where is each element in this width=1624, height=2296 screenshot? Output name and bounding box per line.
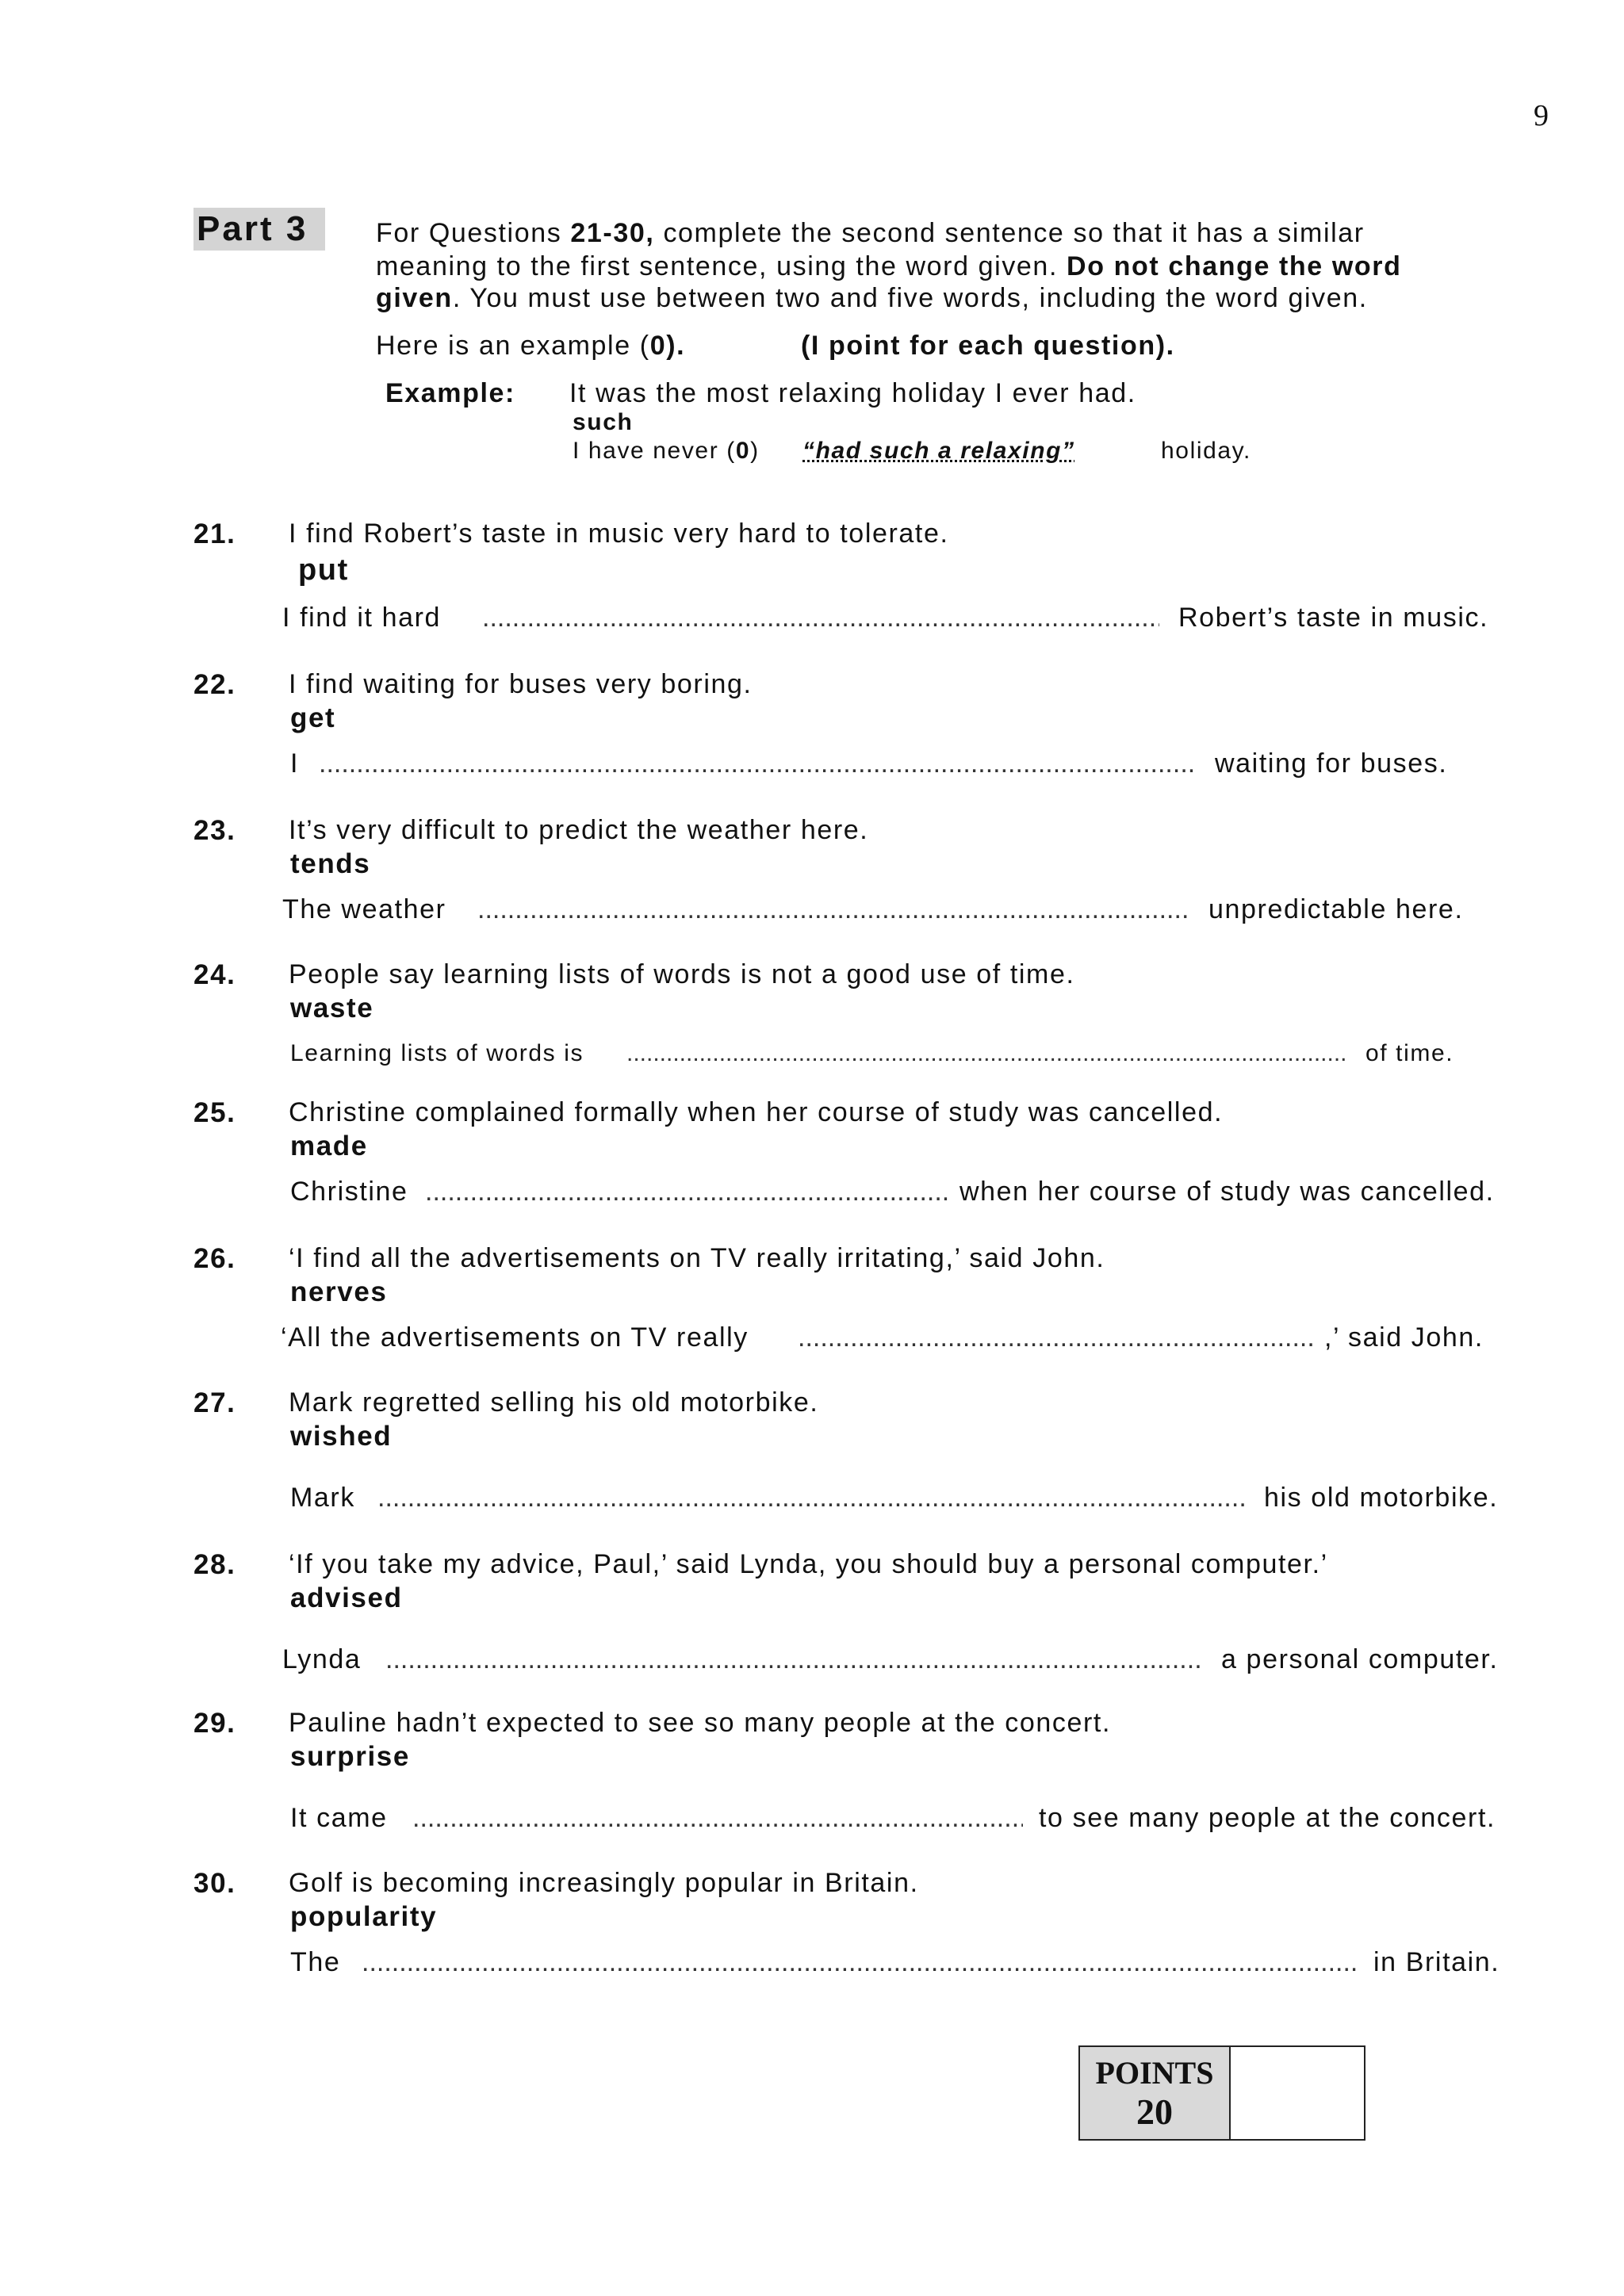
answer-start: The weather bbox=[282, 894, 446, 924]
instructions-line-3: given. You must use between two and five words, including the word given. bbox=[376, 283, 1368, 313]
points-box bbox=[1078, 2045, 1365, 2141]
question-number: 21. bbox=[193, 519, 236, 549]
question-sentence: I find Robert’s taste in music very hard to tolerate. bbox=[289, 519, 949, 549]
question-keyword: nerves bbox=[290, 1276, 388, 1307]
answer-end: when her course of study was cancelled. bbox=[959, 1177, 1495, 1207]
question-keyword: popularity bbox=[290, 1901, 438, 1932]
question-keyword: tends bbox=[290, 848, 371, 879]
points-note: (I point for each question). bbox=[801, 331, 1175, 361]
example-keyword: such bbox=[573, 409, 634, 435]
question-sentence: It’s very difficult to predict the weather here. bbox=[289, 815, 869, 845]
example-label: Example: bbox=[385, 378, 515, 408]
answer-end: of time. bbox=[1365, 1040, 1454, 1066]
answer-end: ,’ said John. bbox=[1324, 1322, 1484, 1353]
question-number: 22. bbox=[193, 669, 236, 700]
question-keyword: wished bbox=[290, 1421, 393, 1452]
answer-start: Mark bbox=[290, 1483, 355, 1513]
question-sentence: People say learning lists of words is not a good use of time. bbox=[289, 959, 1075, 989]
question-keyword: put bbox=[298, 553, 349, 587]
example-answer-end: holiday. bbox=[1161, 438, 1251, 464]
answer-blank[interactable] bbox=[477, 894, 1189, 925]
answer-blank[interactable] bbox=[319, 748, 1194, 779]
instructions-line-2: meaning to the first sentence, using the word given. Do not change the word bbox=[376, 251, 1402, 281]
answer-blank[interactable] bbox=[362, 1947, 1356, 1978]
question-sentence: ‘If you take my advice, Paul,’ said Lynda, you should buy a personal computer.’ bbox=[289, 1549, 1328, 1579]
question-number: 27. bbox=[193, 1387, 236, 1418]
question-number: 28. bbox=[193, 1549, 236, 1580]
question-number: 25. bbox=[193, 1097, 236, 1128]
question-keyword: made bbox=[290, 1131, 368, 1161]
example-sentence: It was the most relaxing holiday I ever had. bbox=[569, 378, 1136, 408]
answer-end: in Britain. bbox=[1373, 1947, 1500, 1977]
answer-start: ‘All the advertisements on TV really bbox=[281, 1322, 749, 1353]
question-number: 29. bbox=[193, 1708, 236, 1739]
example-intro: Here is an example (0). bbox=[376, 331, 686, 361]
answer-blank[interactable] bbox=[385, 1644, 1204, 1675]
question-number: 26. bbox=[193, 1243, 236, 1274]
answer-end: waiting for buses. bbox=[1215, 748, 1448, 779]
answer-blank[interactable] bbox=[626, 1040, 1348, 1067]
instructions-line-1: For Questions 21-30, complete the second sentence so that it has a similar bbox=[376, 218, 1365, 248]
answer-blank[interactable] bbox=[798, 1322, 1316, 1353]
example-answer: I have never (0) bbox=[573, 438, 760, 464]
question-keyword: surprise bbox=[290, 1741, 410, 1772]
question-number: 23. bbox=[193, 815, 236, 846]
answer-end: to see many people at the concert. bbox=[1039, 1803, 1496, 1833]
page-number: 9 bbox=[1534, 99, 1549, 132]
question-number: 24. bbox=[193, 959, 236, 990]
question-sentence: I find waiting for buses very boring. bbox=[289, 669, 753, 699]
question-number: 30. bbox=[193, 1868, 236, 1899]
answer-end: a personal computer. bbox=[1221, 1644, 1499, 1674]
answer-start: I bbox=[290, 748, 300, 779]
points-score-field[interactable] bbox=[1231, 2047, 1364, 2139]
question-sentence: Mark regretted selling his old motorbike. bbox=[289, 1387, 819, 1418]
question-keyword: waste bbox=[290, 993, 374, 1024]
question-sentence: ‘I find all the advertisements on TV really irritating,’ said John. bbox=[289, 1243, 1105, 1273]
points-label: POINTS bbox=[1095, 2055, 1214, 2091]
answer-start: I find it hard bbox=[282, 603, 442, 633]
answer-end: Robert’s taste in music. bbox=[1178, 603, 1489, 633]
question-sentence: Golf is becoming increasingly popular in Britain. bbox=[289, 1868, 919, 1898]
answer-start: Learning lists of words is bbox=[290, 1040, 584, 1066]
answer-start: The bbox=[290, 1947, 341, 1977]
answer-start: Lynda bbox=[282, 1644, 362, 1674]
question-keyword: advised bbox=[290, 1582, 403, 1613]
points-label-cell bbox=[1080, 2047, 1231, 2139]
points-value: 20 bbox=[1136, 2091, 1173, 2132]
question-keyword: get bbox=[290, 702, 336, 733]
answer-end: unpredictable here. bbox=[1208, 894, 1464, 924]
answer-blank[interactable] bbox=[377, 1483, 1245, 1513]
question-sentence: Christine complained formally when her course of study was cancelled. bbox=[289, 1097, 1224, 1127]
answer-end: his old motorbike. bbox=[1264, 1483, 1499, 1513]
example-answer-fill: “had such a relaxing” bbox=[802, 438, 1075, 464]
answer-start: Christine bbox=[290, 1177, 408, 1207]
answer-blank[interactable] bbox=[412, 1803, 1023, 1834]
part-label: Part 3 bbox=[193, 208, 325, 251]
answer-blank[interactable] bbox=[482, 603, 1159, 633]
answer-blank[interactable] bbox=[425, 1177, 948, 1207]
question-sentence: Pauline hadn’t expected to see so many people at the concert. bbox=[289, 1708, 1111, 1738]
answer-start: It came bbox=[290, 1803, 388, 1833]
